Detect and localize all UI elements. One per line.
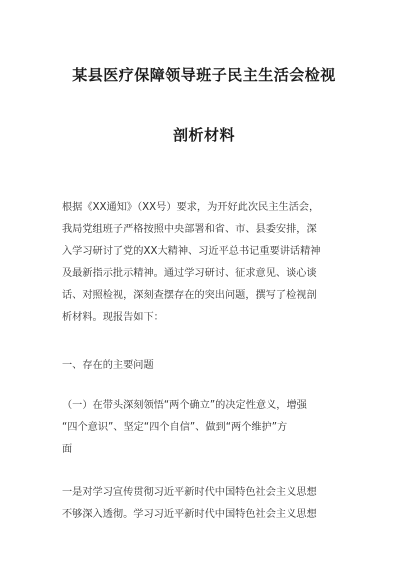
document-title-line-1: 某县医疗保障领导班子民主生活会检视 <box>72 66 336 84</box>
section-heading: 一、存在的主要问题 <box>62 360 154 371</box>
subsection-line: “四个意识”、坚定“四个自信”、做到“两个维护”方 <box>62 422 288 433</box>
subsection-line: 面 <box>62 444 73 455</box>
intro-line: 析材料。现报告如下： <box>62 312 164 323</box>
intro-paragraph <box>62 197 352 329</box>
intro-line: 话、对照检视，深刻查摆存在的突出问题，撰写了检视剖 <box>62 290 317 301</box>
intro-line: 及最新指示批示精神。通过学习研讨、征求意见、谈心谈 <box>62 268 317 279</box>
document-title-line-2: 剖析材料 <box>172 126 235 144</box>
paragraph-line: 不够深入透彻。学习习近平新时代中国特色社会主义思想 <box>62 509 317 520</box>
intro-line: 入学习研讨了党的XX大精神、习近平总书记重要讲话精神 <box>62 246 321 257</box>
body-paragraph <box>62 482 352 526</box>
paragraph-line: 一是对学习宣传贯彻习近平新时代中国特色社会主义思想 <box>62 487 317 498</box>
intro-line: 根据《XX通知》（XX号）要求，为开好此次民主生活会， <box>62 202 320 213</box>
intro-line: 我局党组班子严格按照中央部署和省、市、县委安排，深 <box>62 224 317 235</box>
subsection-line: （一）在带头深刻领悟“两个确立”的决定性意义，增强 <box>62 400 307 411</box>
subsection-heading <box>62 395 352 461</box>
